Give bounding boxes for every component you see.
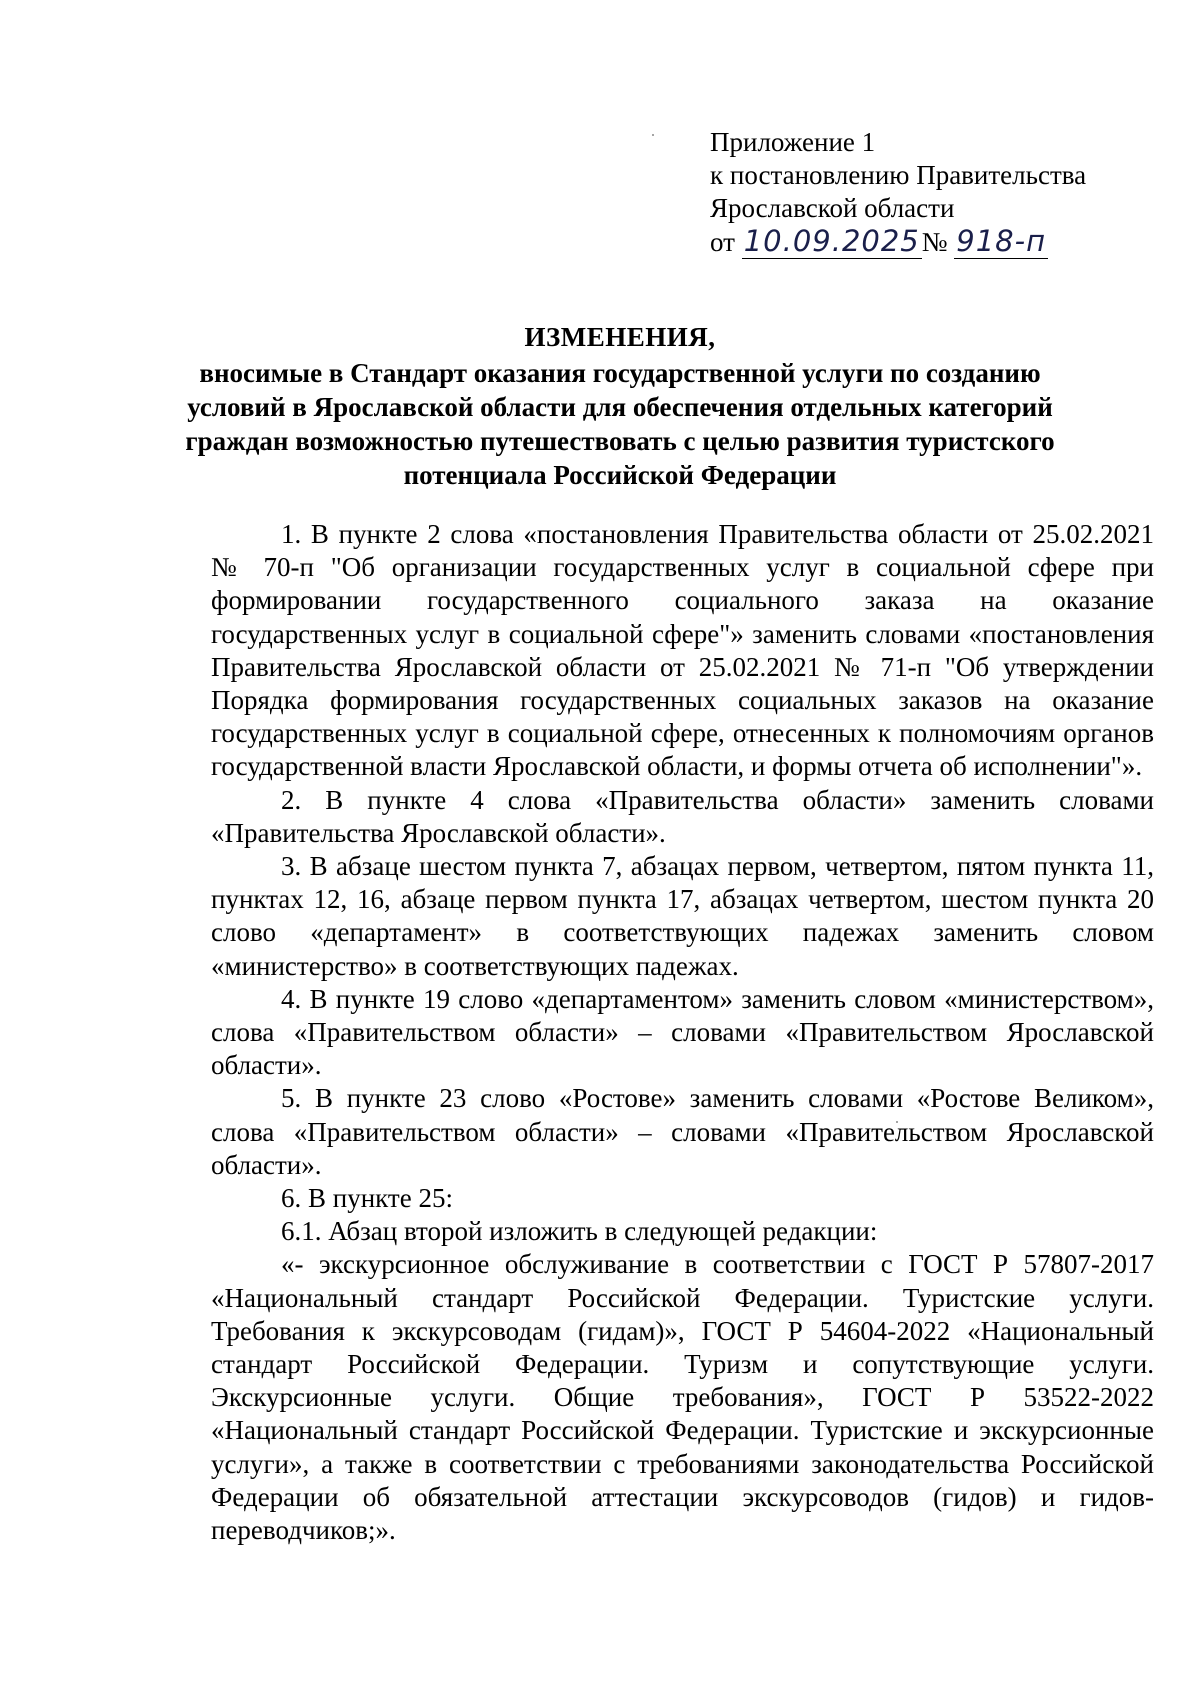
paragraph-6-1: 6.1. Абзац второй изложить в следующей редакции: bbox=[281, 1216, 878, 1247]
document-title bbox=[180, 320, 1060, 492]
paragraph-1: 1. В пункте 2 слова «постановления Правительства области от 25.02.2021 № 70-п "Об организации государственных услуг в социальной сфере при формировании государственного социального заказа на оказание государственных услуг в социальной сфере"» заменить словами «постановления Правительства Ярославской области от 25.02.2021 № 71-п "Об утверждении Порядка формирования государственных социальных заказов на оказание государственных услуг в социальной сфере, отнесенных к полномочиям органов государственной власти Ярославской области, и формы отчета об исполнении"». bbox=[211, 519, 1154, 782]
attachment-resolution-ref: к постановлению Правительства bbox=[710, 160, 1087, 190]
paragraph-2: 2. В пункте 4 слова «Правительства области» заменить словами «Правительства Ярославской области». bbox=[211, 784, 1154, 848]
number-sign: № bbox=[921, 227, 948, 257]
attachment-region: Ярославской области bbox=[710, 193, 955, 223]
attachment-header bbox=[710, 126, 1150, 259]
attachment-date-line bbox=[710, 225, 1150, 259]
title-subtitle: вносимые в Стандарт оказания государственной услуги по созданию условий в Ярославской области для обеспечения отдельных категорий граждан возможностью путешествовать с целью развития туристского потенциала Российской Федерации bbox=[185, 358, 1055, 490]
title-main: ИЗМЕНЕНИЯ, bbox=[524, 322, 716, 352]
paragraph-5: 5. В пункте 23 слово «Ростове» заменить словами «Ростове Великом», слова «Правительством области» – словами «Правительством Ярославской области». bbox=[211, 1083, 1154, 1180]
handwritten-date: 10.09.2025 bbox=[743, 224, 920, 258]
document-body bbox=[211, 518, 1154, 1547]
paragraph-6: 6. В пункте 25: bbox=[281, 1183, 453, 1214]
date-prefix: от bbox=[710, 227, 735, 257]
paragraph-4: 4. В пункте 19 слово «департаментом» заменить словом «министерством», слова «Правительством области» – словами «Правительством Ярославской области». bbox=[211, 983, 1154, 1081]
handwritten-number: 918-п bbox=[956, 224, 1047, 258]
attachment-title: Приложение 1 bbox=[710, 127, 876, 157]
scan-speck bbox=[652, 134, 654, 136]
paragraph-6-1-text: «- экскурсионное обслуживание в соответствии с ГОСТ Р 57807-2017 «Национальный стандарт Российской Федерации. Туристские услуги. Требования к экскурсоводам (гидам)», ГОСТ Р 54604-2022 «Национальный стандарт Российской Федерации. Туризм и сопутствующие услуги. Экскурсионные услуги. Общие требования», ГОСТ Р 53522-2022 «Национальный стандарт Российской Федерации. Туристские и экскурсионные услуги», а также в соответствии с требованиями законодательства Российской Федерации об обязательной аттестации экскурсоводов (гидов) и гидов-переводчиков;». bbox=[211, 1249, 1154, 1546]
paragraph-3: 3. В абзаце шестом пункта 7, абзацах первом, четвертом, пятом пункта 11, пунктах 12, 16, абзаце первом пункта 17, абзацах четвертом, шестом пункта 20 слово «департамент» в соответствующих падежах заменить словом «министерство» в соответствующих падежах. bbox=[211, 851, 1154, 981]
